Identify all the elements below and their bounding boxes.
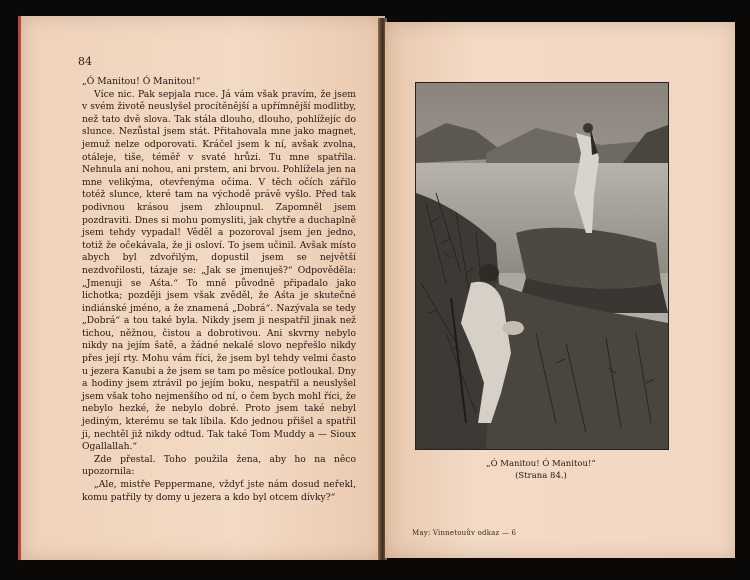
body-text — [82, 76, 356, 504]
illustration-caption — [415, 458, 667, 482]
man-hat — [479, 264, 499, 282]
caption-quote: „Ó Manitou! Ó Manitou!“ — [486, 459, 596, 469]
paragraph: Více nic. Pak sepjala ruce. Já vám však pravím, že jsem v svém životě neuslyšel procítěnější a upřímnější modlitby, než tato dvě slova. Tak stála dlouho, dlouho, pohlížejíc do slunce. Nezůstal jsem stát. Přitahovala mne jako magnet, jemuž nelze odporovati. Kráčel jsem k ní, avšak zvolna, otáleje, tiše, téměř v svaté hrůzi. Tu mne spatřila. Nehnula ani nohou, ani prstem, ani brvou. Pohlížela jen na mne velikýma, otevřenýma očima. V těch očích zářilo totéž slunce, které tam na východě právě vyšlo. Před tak podivnou krásou jsem zhloupnul. Zapomněl jsem pozdraviti. Dnes si mohu pomysliti, jak chytře a duchaplně jsem tehdy vypadal! Věděl a pozoroval jsem jen jedno, totiž že očekávala, že ji osloví. To jsem učinil. Avšak místo abych byl zdvořilým, dopustil jsem se největší nezdvořilosti, tázaje se: „Jak se jmenuješ?“ Odpověděla: „Jmenuji se Aśta.“ To mně původně připadalo jako lichotka; později jsem však zvěděl, že Aśta je skutečné indiánské jméno, a že znamená „Dobrá“. Nazývala se tedy „Dobrá“ a tou také byla. Nikdy jsem ji nespatřil jinak než tichou, něžnou, čistou a dobrotivou. Ani skvrny nebylo nikdy na jejím šatě, a žádné nekalé slovo nepřešlo nikdy přes její rty. Mohu vám říci, že jsem byl tehdy velmi často u jezera Kanubi a že jsem se tam po měsíce potloukal. Dny a hodiny jsem ztrávil po jejím boku, nespatřil a neuslyšel jsem však toho nejmenšího od ní, o čem bych mohl říci, že nebylo hezké, že nebylo dobré. Proto jsem také nebyl jediným, kterému se tak líbila. Kdo jednou přišel a spatřil ji, nechtěl již nikdy odtud. Tak také Tom Muddy a — Sioux Ogallallah.“ — [82, 88, 356, 453]
caption-page-ref: (Strana 84.) — [515, 471, 567, 481]
paragraph: „Ó Manitou! Ó Manitou!“ — [82, 76, 201, 87]
page-number: 84 — [78, 55, 92, 68]
illustration — [415, 82, 669, 450]
paragraph: „Ale, mistře Peppermane, vždyť jste nám dosud neřekl, komu patřily ty domy u jezera a kdo byl otcem dívky?“ — [82, 479, 356, 503]
paragraph: Zde přestal. Toho použila žena, aby ho na něco upozornila: — [82, 453, 356, 478]
engraving-image — [416, 83, 668, 449]
man-held-hat — [502, 321, 524, 335]
printer-signature: May: Vinnetouův odkaz — 6 — [412, 529, 517, 537]
woman-head — [583, 123, 593, 133]
